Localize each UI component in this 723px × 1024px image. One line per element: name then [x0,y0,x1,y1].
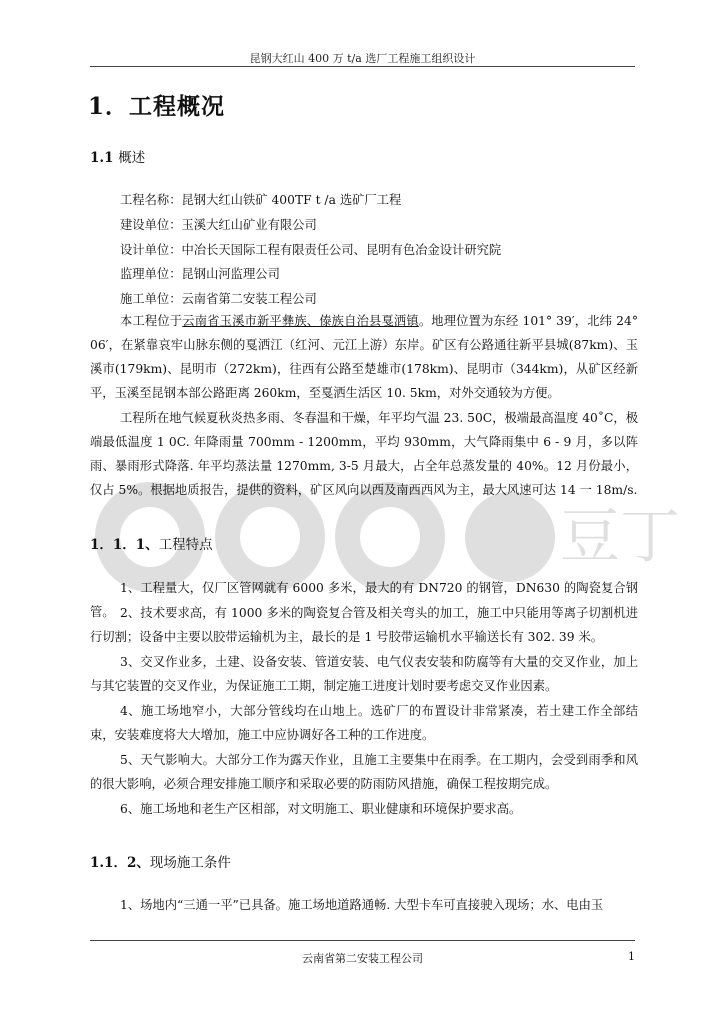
feature-item-6: 6、施工场地和老生产区相部，对文明施工、职业健康和环境保护要求高。 [120,802,522,816]
section-title: 工程特点 [158,537,213,553]
section-1-1-2-heading [90,851,231,871]
condition-item-1: 1、场地内“三通一平”已具备。施工场地道路通畅. 大型卡车可直接驶入现场；水、电由玉 [120,898,604,912]
header-divider [90,66,635,67]
footer-company: 云南省第二安装工程公司 [302,952,423,965]
page-number: 1 [628,950,635,963]
info-supervisor: 监理单位：昆钢山河监理公司 [120,267,280,281]
location-paragraph [90,309,638,405]
info-project-name: 工程名称：昆钢大红山铁矿 400TF t /a 选矿厂工程 [120,193,402,207]
section-1-1-heading [90,146,145,166]
location-prefix: 本工程位于 [120,314,183,328]
feature-item-3: 3、交叉作业多，土建、设备安装、管道安装、电气仪表安装和防腐等有大量的交叉作业，加上与其它装置的交叉作业，为保证施工工期，制定施工进度计划时要考虑交叉作业因素。 [90,655,638,693]
section-number: 1.1 [90,150,114,166]
feature-item-5: 5、天气影响大。大部分工作为露天作业，且施工主要集中在雨季。在工期内，会受到雨季和风的很大影响，必须合理安排施工顺序和采取必要的防雨防风措施，确保工程按期完成。 [90,753,638,791]
info-client: 建设单位：玉溪大红山矿业有限公司 [120,218,317,232]
chapter-heading: 1．工程概况 [88,93,226,120]
page-header: 昆钢大红山 400 万 t/a 选厂工程施工组织设计 [249,52,476,65]
feature-item-1: 1、工程量大，仅厂区管网就有 6000 多米，最大的有 DN720 的钢管，DN630 的陶瓷复合钢管。 [90,581,638,619]
location-suffix: 。地理位置为东经 101° 39′，北纬 24° 06′，在紧靠哀牢山脉东侧的戛洒江（红河、元江上游）东岸。矿区有公路通往新平县城(87km)、玉溪市(179km)、昆明市（272km)，往西有公路至楚雄市(178km)、昆明市（344km)，从矿区经新平，玉溪至昆钢本部公路距离 260km，至戛洒生活区 10. 5km，对外交通较为方便。 [90,314,638,400]
footer-divider [90,940,635,941]
info-contractor: 施工单位：云南省第二安装工程公司 [120,292,317,306]
section-title: 现场施工条件 [149,855,231,871]
feature-item-2: 2、技术要求高，有 1000 多米的陶瓷复合管及相关弯头的加工，施工中只能用等离子切割机进行切割；设备中主要以胶带运输机为主，最长的是 1 号胶带运输机水平输送长有 302. 39 米。 [90,606,638,644]
section-number: 1．1．1、 [90,537,159,553]
location-underlined: 云南省玉溪市新平彝族、傣族自治县戛洒镇 [182,314,419,328]
section-1-1-1-heading [90,533,213,553]
feature-item-4: 4、施工场地窄小，大部分管线均在山地上。选矿厂的布置设计非常紧凑，若土建工作全部结束，安装难度将大大增加，施工中应协调好各工种的工作进度。 [90,704,638,742]
watermark-suffix: 豆丁 [560,502,680,572]
info-designer: 设计单位：中冶长天国际工程有限责任公司、昆明有色冶金设计研究院 [120,243,502,257]
section-number: 1.1．2、 [90,855,150,871]
section-title: 概述 [118,150,146,166]
climate-paragraph: 工程所在地气候夏秋炎热多雨、冬春温和干燥，年平均气温 23. 50C，极端最高温度 40˚C，极端最低温度 1 0C. 年降雨量 700mm - 1200mm，平均 930mm，大气降雨集中 6 - 9 月，多以阵雨、暴雨形式降落. 年平均蒸法量 1270mm, 3-5 月最大，占全年总蒸发量的 40%。12 月份最小，仅占 5%。根据地质报告，提供的资料，矿区风向以西及南西西风为主，最大风速可达 14 一 18m/s. [90,411,638,497]
